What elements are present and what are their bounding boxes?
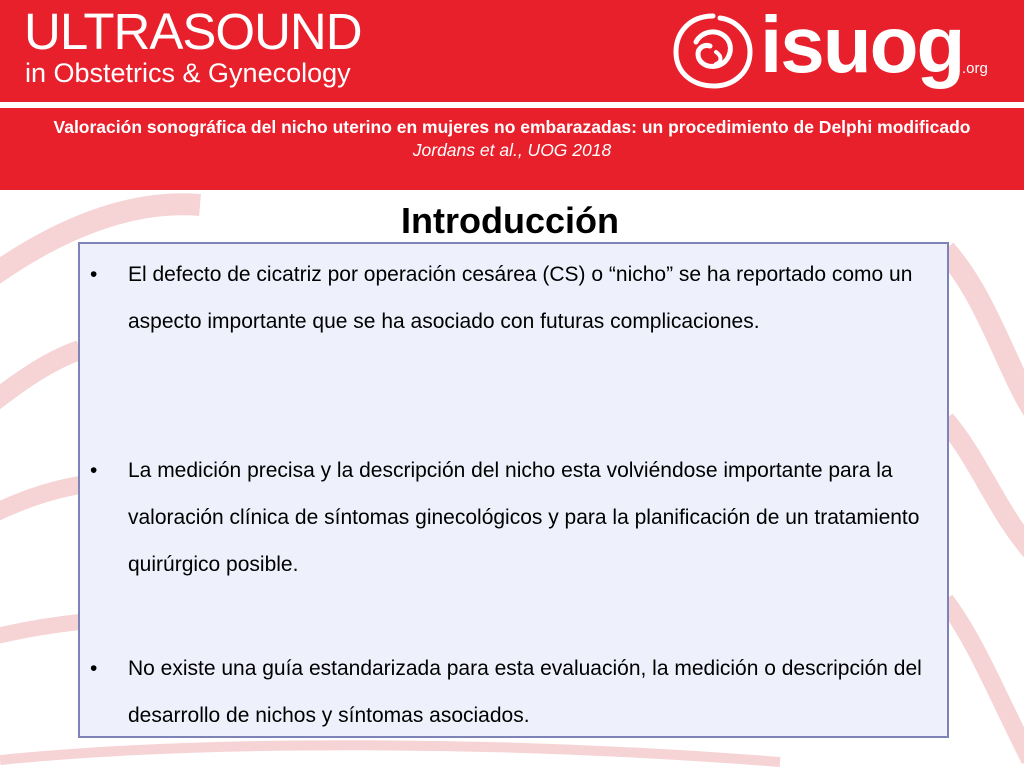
isuog-logo-text: isuog — [760, 0, 964, 89]
content-box — [78, 242, 949, 738]
isuog-logo-tld: .org — [962, 60, 988, 77]
article-title: Valoración sonográfica del nicho uterino en mujeres no embarazadas: un procedimiento de Delphi modificado — [53, 117, 971, 137]
bullet-text: El defecto de cicatriz por operación cesárea (CS) o “nicho” se ha reportado como un aspecto importante que se ha asociado con futuras complicaciones. — [128, 263, 913, 333]
bullet-marker: • — [90, 657, 98, 680]
isuog-fetus-logo-icon — [672, 12, 754, 90]
isuog-logo — [668, 0, 998, 94]
bullet-text: La medición precisa y la descripción del nicho esta volviéndose importante para la valoración clínica de síntomas ginecológicos y para la planificación de un tratamiento quirúrgico posible. — [128, 459, 920, 576]
section-heading: Introducción — [401, 200, 619, 241]
journal-subtitle: in Obstetrics & Gynecology — [25, 58, 351, 88]
bullet-marker: • — [90, 263, 98, 286]
journal-title: ULTRASOUND — [24, 3, 362, 60]
bullet-text: No existe una guía estandarizada para esta evaluación, la medición o descripción del desarrollo de nichos y síntomas asociados. — [128, 657, 922, 727]
article-citation: Jordans et al., UOG 2018 — [412, 140, 612, 160]
journal-header — [0, 0, 1024, 102]
article-banner — [0, 108, 1024, 190]
bullet-marker: • — [90, 459, 98, 482]
